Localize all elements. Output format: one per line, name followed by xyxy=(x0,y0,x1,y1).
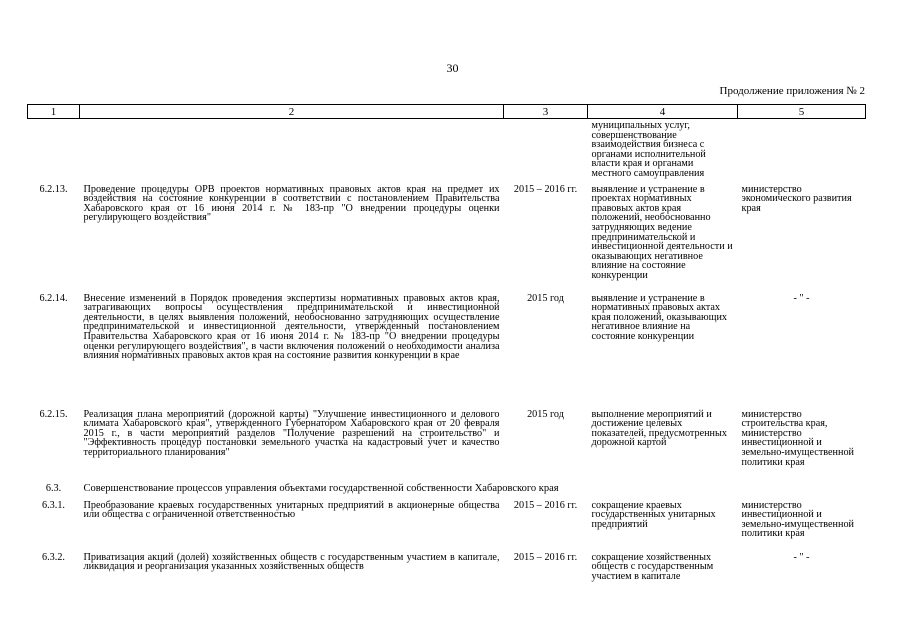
measure-name: Преобразование краевых государственных унитарных предприятий в акционерные общества или общества с ограниченной ответственностью xyxy=(83,499,500,521)
measure-result: муниципальных услуг, совершенствование взаимодействия бизнеса с органами исполнительной власти края и органами местного самоуправления xyxy=(591,120,706,179)
measure-result: сокращение хозяйственных обществ с государственным участием в капитале xyxy=(591,551,714,582)
measure-period: 2015 – 2016 гг. xyxy=(513,499,578,511)
measure-period xyxy=(504,119,588,179)
measure-result: выявление и устранение в проектах нормативных правовых актов края положений, необоснованно затрудняющих ведение предпринимательской и инвестиционной деятельности и оказывающих негативное влияние на состояние конкуренции xyxy=(591,183,733,281)
header-col-3: 3 xyxy=(504,105,588,119)
table-row xyxy=(28,179,866,294)
measure-executor: - " - xyxy=(793,292,810,304)
measure-name: Приватизация акций (долей) хозяйственных обществ с государственным участием в капитале, ликвидация и реорганизация указанных хозяйственных обществ xyxy=(83,551,500,573)
measure-period: 2015 год xyxy=(527,292,564,304)
header-col-2: 2 xyxy=(80,105,504,119)
table-header-row xyxy=(28,105,866,119)
row-number: 6.3.2. xyxy=(42,551,65,563)
row-number xyxy=(28,119,80,179)
measure-result: сокращение краевых государственных унитарных предприятий xyxy=(591,499,716,530)
measure-name: Внесение изменений в Порядок проведения экспертизы нормативных правовых актов края, затрагивающих вопросы осуществления предпринимательской и инвестиционной деятельности, в целях выявления положений, необоснованно затрудняющих осуществление предпринимательской и инвестиционной деятельности, утвержденный постановлением Правительства Хабаровского края от 16 июня 2014 г. № 183-пр "О внедрении процедуры оценки регулирующего воздействия", в части включения положений о необходимости анализа влияния нормативных правовых актов края на состояние развития конкуренции в крае xyxy=(83,292,500,362)
table-row xyxy=(28,553,866,598)
measure-name: Реализация плана мероприятий (дорожной карты) "Улучшение инвестиционного и делового климата Хабаровского края", утвержденного Губернатором Хабаровского края от 20 февраля 2015 г., в части мероприятий разделов "Получение разрешений на строительство" и "Эффективность процедур постановки земельного участка на кадастровый учет и качество территориального планирования" xyxy=(83,408,500,458)
section-title: Совершенствование процессов управления объектами государственной собственности Хабаровского края xyxy=(83,482,559,494)
measure-period: 2015 год xyxy=(527,408,564,420)
continuation-label: Продолжение приложения № 2 xyxy=(719,85,865,97)
table-row xyxy=(28,501,866,553)
header-col-1: 1 xyxy=(28,105,80,119)
measures-table xyxy=(27,104,866,598)
row-number: 6.2.14. xyxy=(39,292,68,304)
measure-period: 2015 – 2016 гг. xyxy=(513,551,578,563)
measure-result: выполнение мероприятий и достижение целевых показателей, предусмотренных дорожной картой xyxy=(591,408,727,449)
measure-executor: министерство инвестиционной и земельно-имущественной политики края xyxy=(741,499,854,540)
header-col-4: 4 xyxy=(588,105,738,119)
row-number: 6.2.15. xyxy=(39,408,68,420)
row-number: 6.2.13. xyxy=(39,183,68,195)
row-number: 6.3.1. xyxy=(42,499,65,511)
table-row xyxy=(28,294,866,410)
section-number: 6.3. xyxy=(45,482,62,494)
measure-period: 2015 – 2016 гг. xyxy=(513,183,578,195)
measure-result: выявление и устранение в нормативных правовых актах края положений, оказывающих негативное влияние на состояние конкуренции xyxy=(591,292,727,342)
measure-executor: министерство экономического развития края xyxy=(741,183,852,214)
section-row xyxy=(28,484,866,501)
measure-name xyxy=(80,119,504,179)
header-col-5: 5 xyxy=(738,105,866,119)
table-row xyxy=(28,119,866,179)
table-row xyxy=(28,410,866,484)
page-number: 30 xyxy=(446,61,459,75)
measure-executor xyxy=(738,119,866,179)
measure-name: Проведение процедуры ОРВ проектов нормативных правовых актов края на предмет их воздействия на состояние конкуренции в соответствии с постановлением Правительства Хабаровского края от 16 июня 2014 г. № 183-пр "О внедрении процедуры оценки регулирующего воздействия" xyxy=(83,183,500,224)
measure-executor: - " - xyxy=(793,551,810,563)
measure-executor: министерство строительства края, министерство инвестиционной и земельно-имущественной политики края xyxy=(741,408,854,468)
